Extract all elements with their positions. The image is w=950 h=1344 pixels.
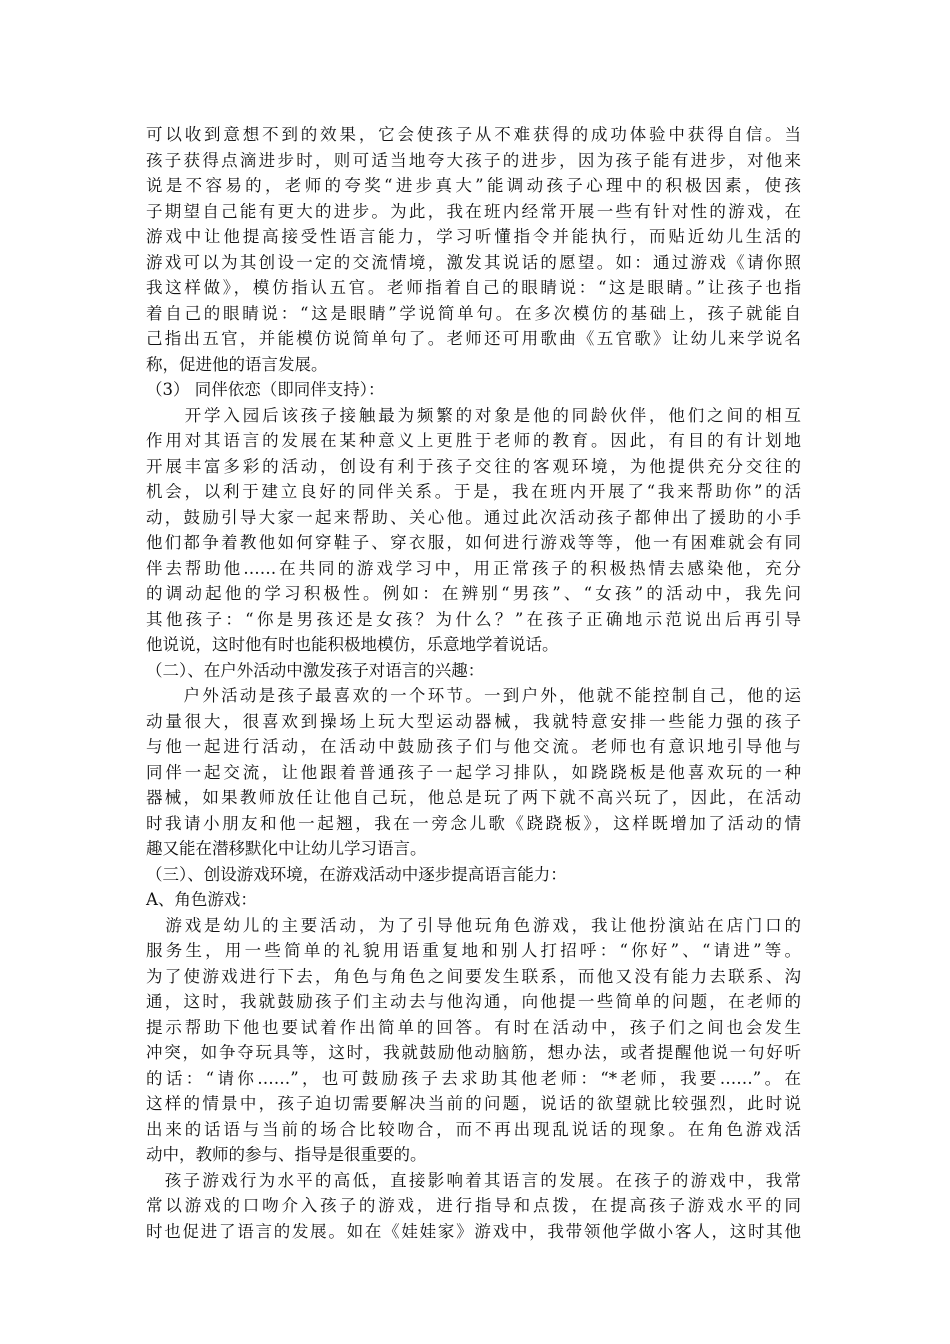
text-line: 子期望自己能有更大的进步。为此，我在班内经常开展一些有针对性的游戏，在 [146,201,801,221]
text-line: 可以收到意想不到的效果，它会使孩子从不难获得的成功体验中获得自信。当 [146,125,801,144]
text-line: 动量很大，很喜欢到操场上玩大型运动器械，我就特意安排一些能力强的孩子 [146,711,801,731]
text-line: 器械，如果教师放任让他自己玩，他总是玩了两下就不高兴玩了，因此，在活动 [146,788,801,807]
text-line: 孩子获得点滴进步时，则可适当地夸大孩子的进步，因为孩子能有进步，对他来 [146,150,801,170]
text-line: 他们都争着教他如何穿鞋子、穿衣服，如何进行游戏等等，他一有困难就会有同 [146,533,801,552]
section-heading: （3） 同伴依恋（即同伴支持）： [146,380,385,399]
text-line: 趣又能在潜移默化中让幼儿学习语言。 [146,839,427,858]
text-line: 时也促进了语言的发展。如在《娃娃家》游戏中，我带领他学做小客人，这时其他 [146,1221,801,1241]
text-line: 游戏是幼儿的主要活动，为了引导他玩角色游戏，我让他扮演站在店门口的 [146,915,801,935]
text-line: 伴去帮助他……在共同的游戏学习中，用正常孩子的积极热情去感染他，充分 [146,558,801,578]
text-line: 孩子游戏行为水平的高低，直接影响着其语言的发展。在孩子的游戏中，我常 [146,1170,801,1190]
text-line: 户外活动是孩子最喜欢的一个环节。一到户外，他就不能控制自己，他的运 [146,686,801,705]
text-line: 的调动起他的学习积极性。例如：在辨别“男孩”、“女孩”的活动中，我先问 [146,584,801,603]
text-line: 他说说，这时他有时也能积极地模仿，乐意地学着说话。 [146,635,559,654]
text-line: 冲突，如争夺玩具等，这时，我就鼓励他动脑筋，想办法，或者提醒他说一句好听 [146,1043,801,1062]
section-heading: （三）、创设游戏环境，在游戏活动中逐步提高语言能力： [146,864,567,884]
text-line: 提示帮助下他也要试着作出简单的回答。有时在活动中，孩子们之间也会发生 [146,1017,801,1037]
text-line: 通，这时，我就鼓励孩子们主动去与他沟通，向他提一些简单的问题，在老师的 [146,992,801,1011]
text-line: 称，促进他的语言发展。 [146,354,328,374]
text-line: 常以游戏的口吻介入孩子的游戏，进行指导和点拨，在提高孩子游戏水平的同 [146,1196,801,1215]
text-line: 动，鼓励引导大家一起来帮助、关心他。通过此次活动孩子都伸出了援助的小手 [146,507,801,527]
text-line: 这样的情景中，孩子迫切需要解决当前的问题，说话的欲望就比较强烈，此时说 [146,1094,801,1113]
text-line: 己指出五官，并能模仿说简单句了。老师还可用歌曲《五官歌》让幼儿来学说名 [146,329,801,348]
text-line: 动中，教师的参与、指导是很重要的。 [146,1145,427,1164]
text-line: 游戏中让他提高接受性语言能力，学习听懂指令并能执行，而贴近幼儿生活的 [146,227,801,246]
subsection-heading: A、角色游戏： [146,890,257,909]
text-line: 时我请小朋友和他一起翘，我在一旁念儿歌《跷跷板》，这样既增加了活动的情 [146,813,801,833]
text-line: 出来的话语与当前的场合比较吻合，而不再出现乱说话的现象。在角色游戏活 [146,1119,801,1139]
section-heading: （二）、在户外活动中激发孩子对语言的兴趣： [146,660,485,680]
document-body [146,122,801,1244]
text-line: 开学入园后该孩子接触最为频繁的对象是他的同龄伙伴，他们之间的相互 [146,405,801,425]
text-line: 的话：“请你……”，也可鼓励孩子去求助其他老师：“*老师，我要……”。在 [146,1068,801,1088]
text-line: 我这样做》，模仿指认五官。老师指着自己的眼睛说：“这是眼睛。”让孩子也指 [146,278,801,297]
text-line: 同伴一起交流，让他跟着普通孩子一起学习排队，如跷跷板是他喜欢玩的一种 [146,762,801,782]
text-line: 机会，以利于建立良好的同伴关系。于是，我在班内开展了“我来帮助你”的活 [146,482,801,501]
text-line: 服务生，用一些简单的礼貌用语重复地和别人打招呼：“你好”、“请进”等。 [146,941,801,960]
text-line: 开展丰富多彩的活动，创设有利于孩子交往的客观环境，为他提供充分交往的 [146,456,801,476]
text-line: 说是不容易的，老师的夸奖“进步真大”能调动孩子心理中的积极因素，使孩 [146,176,801,195]
text-line: 与他一起进行活动，在活动中鼓励孩子们与他交流。老师也有意识地引导他与 [146,737,801,756]
text-line: 为了使游戏进行下去，角色与角色之间要发生联系，而他又没有能力去联系、沟 [146,966,801,986]
text-line: 着自己的眼睛说：“这是眼睛”学说简单句。在多次模仿的基础上，孩子就能自 [146,303,801,323]
text-line: 游戏可以为其创设一定的交流情境，激发其说话的愿望。如：通过游戏《请你照 [146,252,801,272]
text-line: 作用对其语言的发展在某种意义上更胜于老师的教育。因此，有目的有计划地 [146,431,801,450]
text-line: 其他孩子：“你是男孩还是女孩？为什么？”在孩子正确地示范说出后再引导 [146,609,801,629]
